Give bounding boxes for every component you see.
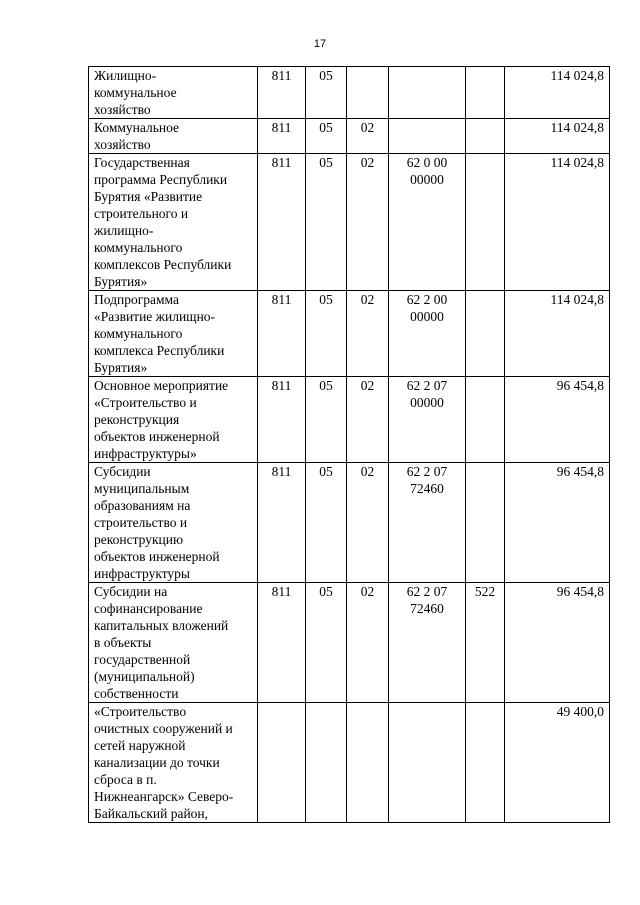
row-name-cell: Коммунальное хозяйство <box>89 119 258 154</box>
target-article-cell <box>389 119 466 154</box>
section-code-cell: 05 <box>306 67 347 119</box>
section-code-cell <box>306 703 347 823</box>
amount-cell: 114 024,8 <box>505 119 610 154</box>
subsection-code-cell: 02 <box>347 119 389 154</box>
target-article-cell: 62 2 00 00000 <box>389 291 466 377</box>
section-code-cell: 05 <box>306 377 347 463</box>
section-code-cell: 05 <box>306 119 347 154</box>
amount-cell: 114 024,8 <box>505 154 610 291</box>
row-name-cell: Жилищно- коммунальное хозяйство <box>89 67 258 119</box>
subsection-code-cell: 02 <box>347 377 389 463</box>
row-name-cell: «Строительство очистных сооружений и сетей наружной канализации до точки сброса в п. Нижнеангарск» Северо- Байкальский район, <box>89 703 258 823</box>
target-article-cell <box>389 703 466 823</box>
subsection-code-cell <box>347 67 389 119</box>
subsection-code-cell: 02 <box>347 291 389 377</box>
grbs-code-cell: 811 <box>258 463 306 583</box>
amount-cell: 49 400,0 <box>505 703 610 823</box>
target-article-cell: 62 2 07 00000 <box>389 377 466 463</box>
subsection-code-cell: 02 <box>347 463 389 583</box>
target-article-cell: 62 2 07 72460 <box>389 583 466 703</box>
row-name-cell: Субсидии муниципальным образованиям на строительство и реконструкцию объектов инженерной инфраструктуры <box>89 463 258 583</box>
expense-type-cell <box>466 291 505 377</box>
grbs-code-cell: 811 <box>258 67 306 119</box>
table-row <box>89 703 610 823</box>
section-code-cell: 05 <box>306 154 347 291</box>
expense-type-cell: 522 <box>466 583 505 703</box>
section-code-cell: 05 <box>306 291 347 377</box>
page-number: 17 <box>313 38 327 50</box>
grbs-code-cell: 811 <box>258 377 306 463</box>
grbs-code-cell: 811 <box>258 291 306 377</box>
budget-table-body <box>89 67 610 823</box>
table-row <box>89 463 610 583</box>
subsection-code-cell <box>347 703 389 823</box>
table-row <box>89 377 610 463</box>
table-row <box>89 291 610 377</box>
row-name-cell: Субсидии на софинансирование капитальных вложений в объекты государственной (муниципальной) собственности <box>89 583 258 703</box>
row-name-cell: Основное мероприятие «Строительство и реконструкция объектов инженерной инфраструктуры» <box>89 377 258 463</box>
target-article-cell: 62 2 07 72460 <box>389 463 466 583</box>
table-row <box>89 67 610 119</box>
budget-table <box>88 66 610 823</box>
subsection-code-cell: 02 <box>347 154 389 291</box>
grbs-code-cell: 811 <box>258 154 306 291</box>
expense-type-cell <box>466 119 505 154</box>
grbs-code-cell: 811 <box>258 583 306 703</box>
grbs-code-cell: 811 <box>258 119 306 154</box>
target-article-cell: 62 0 00 00000 <box>389 154 466 291</box>
amount-cell: 96 454,8 <box>505 463 610 583</box>
table-row <box>89 154 610 291</box>
table-row <box>89 583 610 703</box>
row-name-cell: Подпрограмма «Развитие жилищно- коммунального комплекса Республики Бурятия» <box>89 291 258 377</box>
section-code-cell: 05 <box>306 463 347 583</box>
table-row <box>89 119 610 154</box>
grbs-code-cell <box>258 703 306 823</box>
amount-cell: 96 454,8 <box>505 377 610 463</box>
section-code-cell: 05 <box>306 583 347 703</box>
expense-type-cell <box>466 377 505 463</box>
target-article-cell <box>389 67 466 119</box>
amount-cell: 114 024,8 <box>505 67 610 119</box>
row-name-cell: Государственная программа Республики Бурятия «Развитие строительного и жилищно- коммунального комплексов Республики Бурятия» <box>89 154 258 291</box>
amount-cell: 114 024,8 <box>505 291 610 377</box>
expense-type-cell <box>466 703 505 823</box>
subsection-code-cell: 02 <box>347 583 389 703</box>
expense-type-cell <box>466 67 505 119</box>
expense-type-cell <box>466 463 505 583</box>
expense-type-cell <box>466 154 505 291</box>
amount-cell: 96 454,8 <box>505 583 610 703</box>
